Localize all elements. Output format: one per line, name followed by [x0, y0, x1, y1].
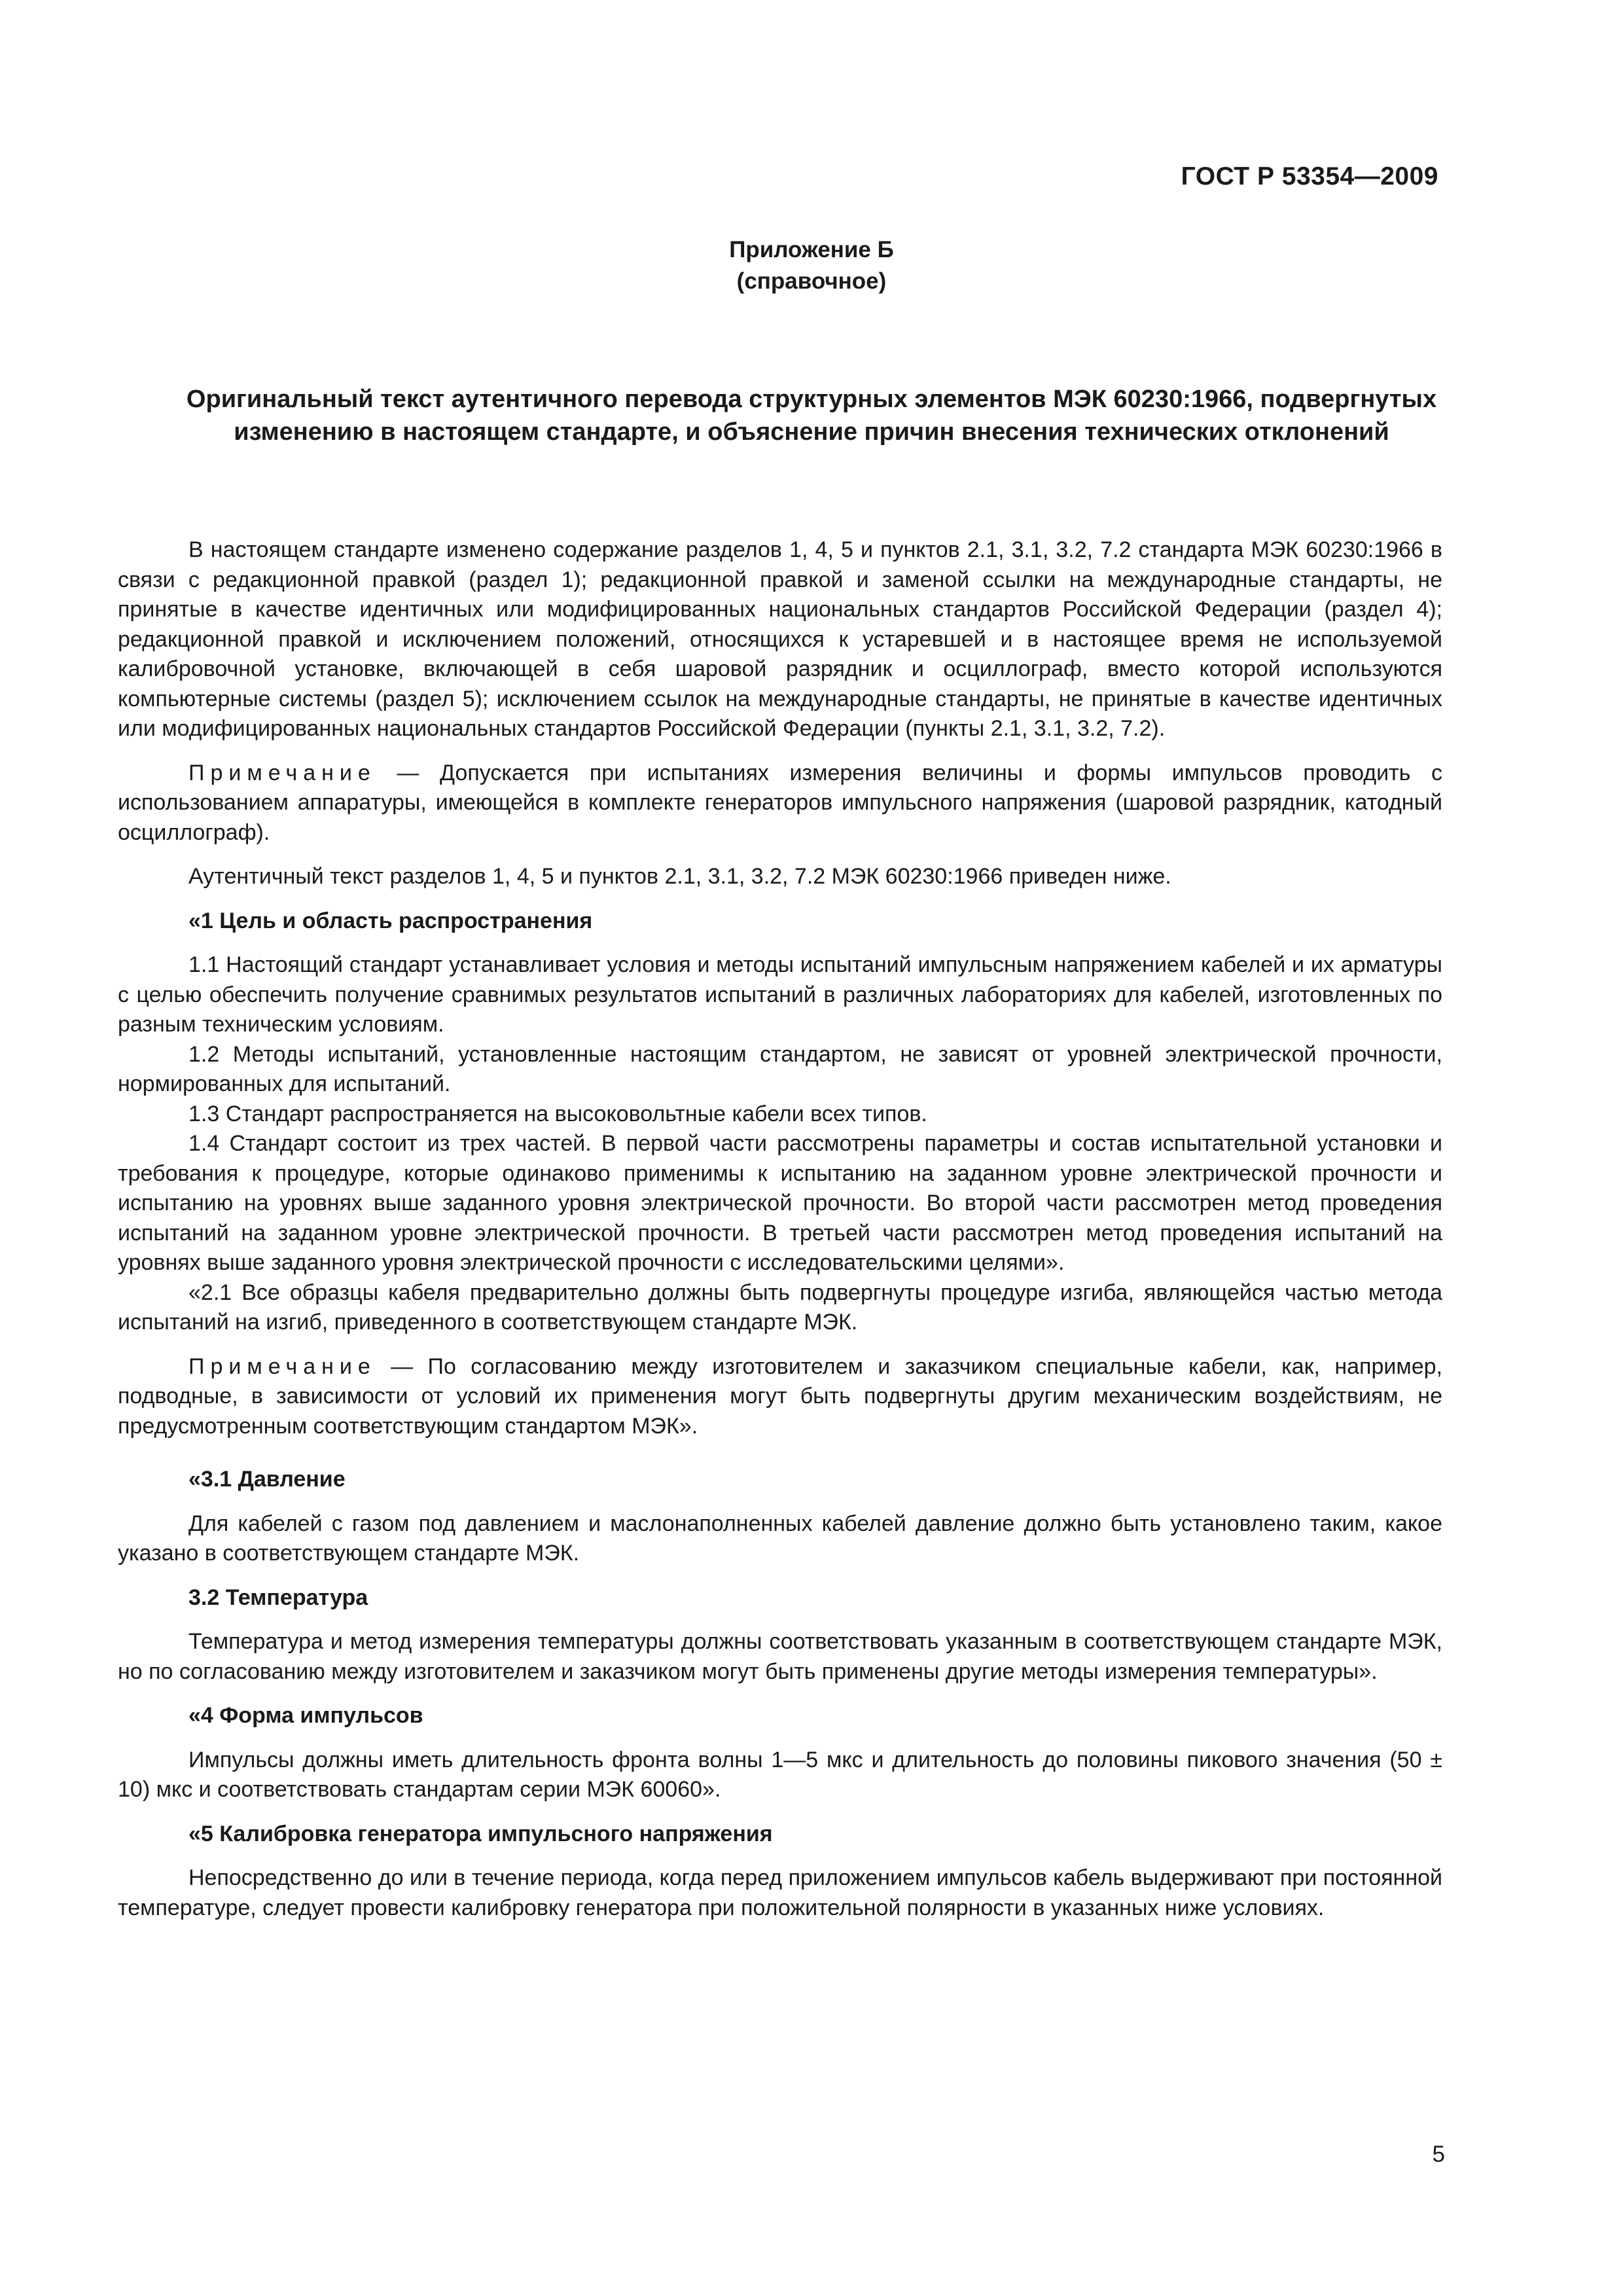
- authentic-text-paragraph: Аутентичный текст разделов 1, 4, 5 и пунктов 2.1, 3.1, 3.2, 7.2 МЭК 60230:1966 приведен ниже.: [188, 864, 1171, 889]
- section-5-text: Непосредственно до или в течение периода, когда перед приложением импульсов кабель выдерживают при постоянной температуре, следует провести калибровку генератора при положительной полярности в указанных ниже условиях.: [118, 1865, 1442, 1920]
- section-5-heading: «5 Калибровка генератора импульсного напряжения: [188, 1821, 773, 1846]
- annex-heading: Оригинальный текст аутентичного перевода структурных элементов МЭК 60230:1966, подвергнутых изменению в настоящем стандарте, и объяснение причин внесения технических отклонений: [186, 386, 1437, 446]
- note-label: Примечание: [188, 760, 376, 785]
- note-text: — По согласованию между изготовителем и заказчиком специальные кабели, как, например, подводные, в зависимости от условий их применения могут быть подвергнуты другим механическим воздействиям, не предусмотренным соответствующим стандартом МЭК».: [118, 1354, 1442, 1439]
- note-paragraph: [118, 759, 1442, 848]
- document-body: [118, 535, 1442, 1923]
- clause-1-1: 1.1 Настоящий стандарт устанавливает условия и методы испытаний импульсным напряжением кабелей и их арматуры с целью обеспечить получение сравнимых результатов испытаний в различных лабораториях для кабелей, изготовленных по разным техническим условиям.: [118, 952, 1442, 1037]
- annex-subtitle: (справочное): [736, 268, 887, 294]
- document-code: ГОСТ Р 53354—2009: [1181, 162, 1438, 190]
- clause-3-1-text: Для кабелей с газом под давлением и маслонаполненных кабелей давление должно быть установлено таким, какое указано в соответствующем стандарте МЭК.: [118, 1511, 1442, 1566]
- annex-title: Приложение Б: [729, 237, 894, 262]
- note-text: — Допускается при испытаниях измерения величины и формы импульсов проводить с использованием аппаратуры, имеющейся в комплекте генераторов импульсного напряжения (шаровой разрядник, катодный осциллограф).: [118, 760, 1442, 845]
- clause-1-4: 1.4 Стандарт состоит из трех частей. В первой части рассмотрены параметры и состав испытательной установки и требования к процедуре, которые одинаково применимы к испытанию на заданном уровне электрической прочности и испытанию на уровнях выше заданного уровня электрической прочности. Во второй части рассмотрен метод проведения испытаний на заданном уровне электрической прочности. В третьей части рассмотрен метод проведения испытаний на уровнях выше заданного уровня электрической прочности с исследовательскими целями».: [118, 1131, 1442, 1275]
- clause-1-2: 1.2 Методы испытаний, установленные настоящим стандартом, не зависят от уровней электрической прочности, нормированных для испытаний.: [118, 1041, 1442, 1096]
- clause-3-1-heading: «3.1 Давление: [188, 1467, 346, 1492]
- clause-2-1: «2.1 Все образцы кабеля предварительно должны быть подвергнуты процедуре изгиба, являющейся частью метода испытаний на изгиб, приведенного в соответствующем стандарте МЭК.: [118, 1280, 1442, 1335]
- section-4-text: Импульсы должны иметь длительность фронта волны 1—5 мкс и длительность до половины пикового значения (50 ± 10) мкс и соответствовать стандартам серии МЭК 60060».: [118, 1747, 1442, 1802]
- section-1-heading: «1 Цель и область распространения: [188, 908, 593, 933]
- intro-paragraph: В настоящем стандарте изменено содержание разделов 1, 4, 5 и пунктов 2.1, 3.1, 3.2, 7.2 стандарта МЭК 60230:1966 в связи с редакционной правкой (раздел 1); редакционной правкой и заменой ссылки на международные стандарты, не принятые в качестве идентичных или модифицированных национальных стандартов Российской Федерации (раздел 4); редакционной правкой и исключением положений, относящихся к устаревшей и в настоящее время не используемой калибровочной установке, включающей в себя шаровой разрядник и осциллограф, вместо которой используются компьютерные системы (раздел 5); исключением ссылок на международные стандарты, не принятые в качестве идентичных или модифицированных национальных стандартов Российской Федерации (пункты 2.1, 3.1, 3.2, 7.2).: [118, 537, 1442, 741]
- note-label: Примечание: [188, 1354, 376, 1379]
- clause-1-3: 1.3 Стандарт распространяется на высоковольтные кабели всех типов.: [188, 1101, 927, 1126]
- section-4-heading: «4 Форма импульсов: [188, 1703, 423, 1728]
- page-number: 5: [1432, 2142, 1445, 2167]
- note-paragraph: [118, 1352, 1442, 1442]
- clause-3-2-heading: 3.2 Температура: [188, 1585, 368, 1610]
- clause-3-2-text: Температура и метод измерения температуры должны соответствовать указанным в соответствующем стандарте МЭК, но по согласованию между изготовителем и заказчиком могут быть применены другие методы измерения температуры».: [118, 1629, 1442, 1684]
